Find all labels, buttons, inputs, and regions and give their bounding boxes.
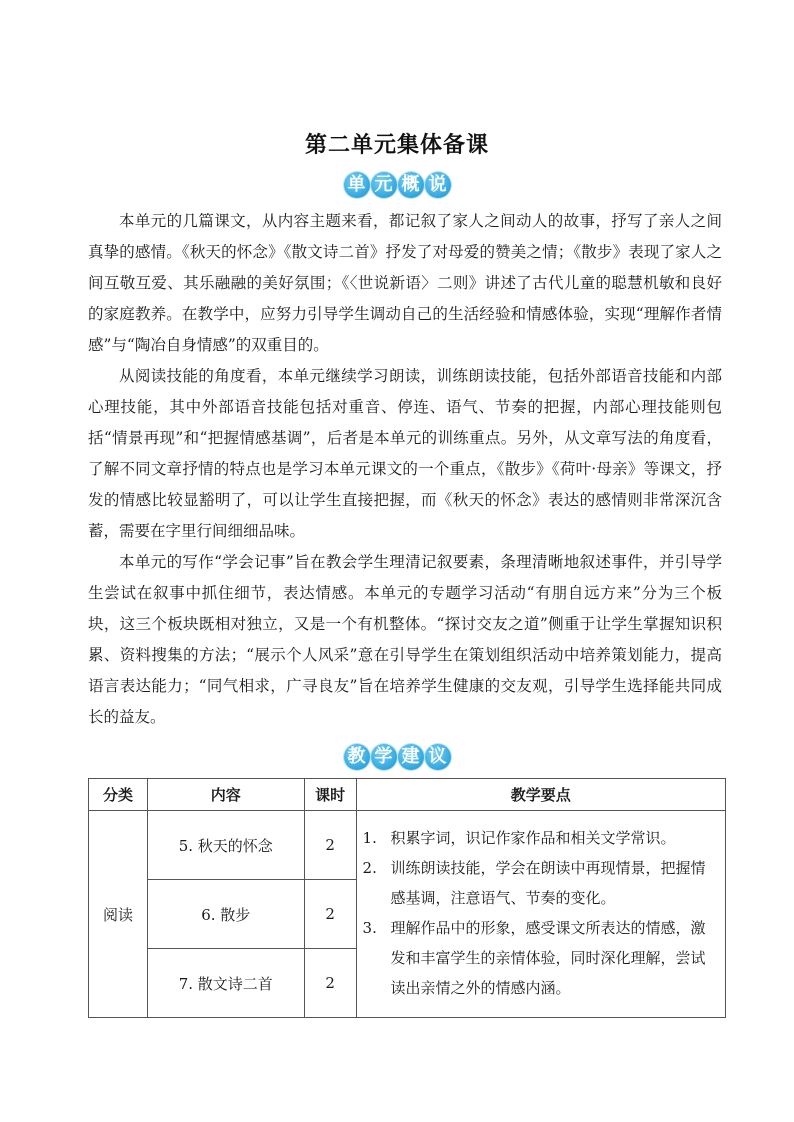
item-number: 3. <box>362 919 377 937</box>
overview-body <box>88 206 722 733</box>
heading-char: 建 <box>398 744 424 770</box>
content-cell: 5. 秋天的怀念 <box>147 811 304 880</box>
item-text: 训练朗读技能，学会在朗读中再现情景，把握情感基调，注意语气、节奏的变化。 <box>390 859 706 907</box>
item-number: 1. <box>362 829 377 847</box>
list-item <box>363 913 717 1003</box>
table-header-row <box>89 779 726 811</box>
header-content: 内容 <box>147 779 304 811</box>
paragraph: 本单元的几篇课文，从内容主题来看，都记叙了家人之间动人的故事，抒写了亲人之间真挚的感情。《秋天的怀念》《散文诗二首》抒发了对母爱的赞美之情；《散步》表现了家人之间互敬互爱、其乐融融的美好氛围；《〈世说新语〉二则》讲述了古代儿童的聪慧机敏和良好的家庭教养。在教学中，应努力引导学生调动自己的生活经验和情感体验，实现“理解作者情感”与“陶冶自身情感”的双重目的。 <box>88 212 722 354</box>
heading-char: 议 <box>425 744 451 770</box>
item-text: 理解作品中的形象，感受课文所表达的情感，激发和丰富学生的亲情体验，同时深化理解，尝试读出亲情之外的情感内涵。 <box>390 919 706 997</box>
page-title: 第二单元集体备课 <box>304 133 489 158</box>
hours-cell: 2 <box>304 811 356 880</box>
heading-char: 单 <box>344 172 370 198</box>
teaching-plan-table <box>88 778 726 1018</box>
item-number: 2. <box>362 859 377 877</box>
heading-char: 元 <box>371 172 397 198</box>
key-points-list <box>363 823 717 1003</box>
heading-char: 说 <box>425 172 451 198</box>
heading-char: 概 <box>398 172 424 198</box>
key-points-cell <box>356 811 725 1018</box>
list-item <box>363 853 717 913</box>
hours-cell: 2 <box>304 949 356 1018</box>
table-row <box>89 811 726 880</box>
list-item <box>363 823 717 853</box>
content-cell: 7. 散文诗二首 <box>147 949 304 1018</box>
heading-char: 教 <box>344 744 370 770</box>
heading-char: 学 <box>371 744 397 770</box>
content-cell: 6. 散步 <box>147 880 304 949</box>
header-key-points: 教学要点 <box>356 779 725 811</box>
item-text: 积累字词，识记作家作品和相关文学常识。 <box>390 829 676 847</box>
paragraph: 从阅读技能的角度看，本单元继续学习朗读，训练朗读技能，包括外部语音技能和内部心理技能，其中外部语音技能包括对重音、停连、语气、节奏的把握，内部心理技能则包括“情景再现”和“把握情感基调”，后者是本单元的训练重点。另外，从文章写法的角度看，了解不同文章抒情的特点也是学习本单元课文的一个重点，《散步》《荷叶·母亲》等课文，抒发的情感比较显豁明了，可以让学生直接把握，而《秋天的怀念》表达的感情则非常深沉含蓄，需要在字里行间细细品味。 <box>88 367 722 540</box>
section-heading-overview <box>0 172 794 198</box>
header-category: 分类 <box>89 779 148 811</box>
section-heading-suggestions <box>0 744 794 770</box>
header-hours: 课时 <box>304 779 356 811</box>
hours-cell: 2 <box>304 880 356 949</box>
paragraph: 本单元的写作“学会记事”旨在教会学生理清记叙要素，条理清晰地叙述事件，并引导学生尝试在叙事中抓住细节，表达情感。本单元的专题学习活动“有朋自远方来”分为三个板块，这三个板块既相对独立，又是一个有机整体。“探讨交友之道”侧重于让学生掌握知识积累、资料搜集的方法；“展示个人风采”意在引导学生在策划组织活动中培养策划能力，提高语言表达能力；“同气相求，广寻良友”旨在培养学生健康的交友观，引导学生选择能共同成长的益友。 <box>88 553 722 726</box>
category-cell: 阅读 <box>89 811 148 1018</box>
